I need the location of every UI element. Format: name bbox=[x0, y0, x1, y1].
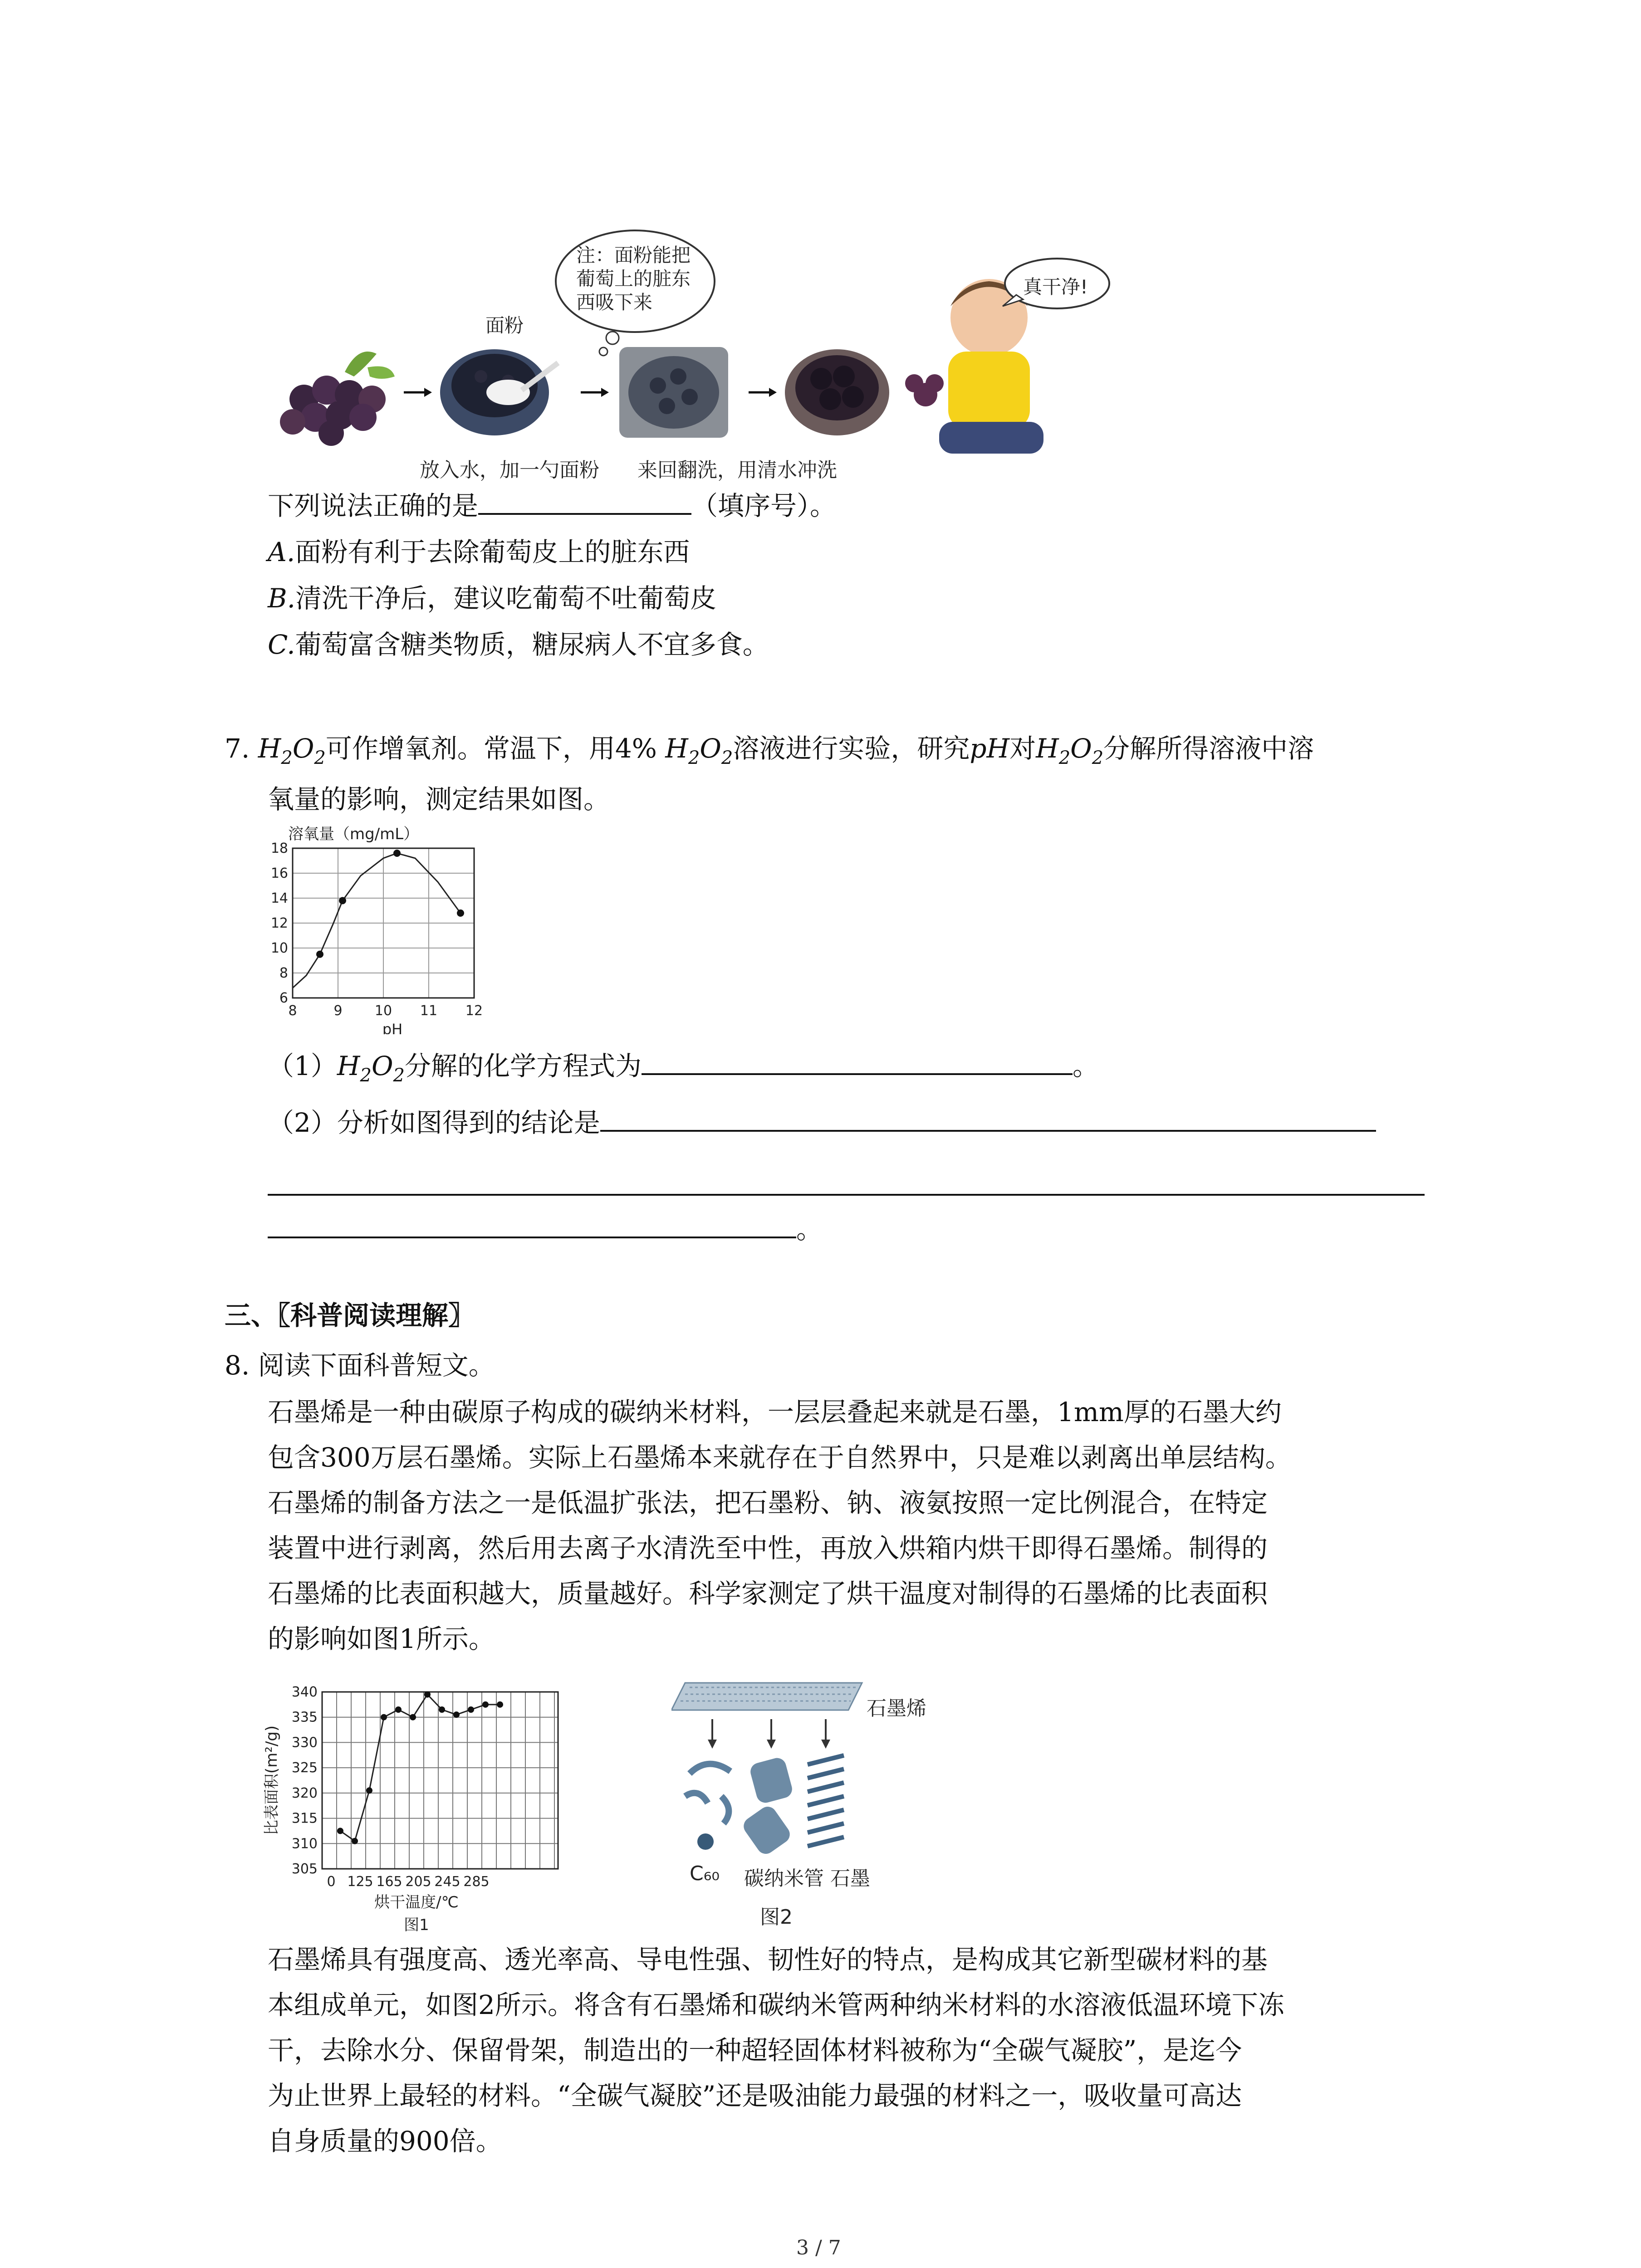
q8-intro-text: 阅读下面科普短文。 bbox=[258, 1350, 495, 1381]
x-tick-label: 125 bbox=[347, 1874, 373, 1890]
dissolved-oxygen-chart bbox=[254, 821, 508, 1034]
x-tick-label: 10 bbox=[374, 1003, 392, 1019]
data-point bbox=[366, 1787, 372, 1794]
section-3-heading: 三、〖科普阅读理解〗 bbox=[225, 1300, 475, 1331]
surface-area-chart bbox=[254, 1678, 608, 1932]
graphene-structures-figure bbox=[671, 1674, 998, 1928]
bubble-note-line-2: 葡萄上的脏东 bbox=[576, 268, 691, 290]
x-tick-label: 12 bbox=[465, 1003, 483, 1019]
option-letter: A. bbox=[268, 537, 295, 567]
graphene-sheet-icon bbox=[671, 1683, 862, 1710]
data-point bbox=[457, 909, 464, 917]
sub1-text: 分解的化学方程式为 bbox=[404, 1051, 642, 1081]
ph-symbol: pH bbox=[970, 733, 1010, 764]
question-number: 7. bbox=[225, 733, 250, 764]
q6-option-a bbox=[268, 529, 690, 575]
data-point bbox=[316, 951, 323, 958]
x-tick-label: 165 bbox=[376, 1874, 402, 1890]
y-tick-label: 6 bbox=[279, 990, 288, 1006]
y-tick-label: 305 bbox=[291, 1861, 318, 1877]
data-point bbox=[395, 1706, 402, 1713]
option-letter: C. bbox=[268, 629, 295, 660]
paragraph-line: 本组成单元，如图2所示。将含有石墨烯和碳纳米管两种纳米材料的水溶液低温环境下冻 bbox=[268, 1989, 1284, 2020]
q7-text-1: 可作增氧剂。常温下，用4% bbox=[325, 733, 657, 764]
formula-h2o2: $H_2O_2$ bbox=[337, 1051, 405, 1086]
q6-prompt-suffix: （填序号）。 bbox=[691, 490, 837, 521]
dissolved-oxygen-chart-svg bbox=[254, 821, 508, 1034]
y-axis-label: 比表面积(m²/g) bbox=[263, 1725, 281, 1836]
caption-step-2: 来回翻洗，用清水冲洗 bbox=[637, 459, 837, 482]
sub-number: （1） bbox=[268, 1051, 337, 1081]
data-point bbox=[337, 1828, 343, 1834]
flour-label: 面粉 bbox=[485, 314, 524, 337]
y-tick-label: 16 bbox=[270, 865, 288, 881]
y-tick-label: 320 bbox=[291, 1785, 318, 1801]
data-point bbox=[468, 1706, 474, 1713]
q7-text-4: 分解所得溶液中溶 bbox=[1103, 733, 1314, 764]
figure-1-caption: 图1 bbox=[404, 1916, 429, 1932]
sub-number: （2） bbox=[268, 1107, 337, 1138]
surface-area-chart-svg bbox=[254, 1678, 608, 1932]
paragraph-line: 自身质量的900倍。 bbox=[268, 2126, 502, 2156]
conclusion-answer-blank-3[interactable] bbox=[268, 1209, 796, 1238]
y-tick-label: 10 bbox=[270, 940, 288, 956]
clean-grapes-bowl-icon bbox=[785, 349, 889, 435]
y-tick-label: 340 bbox=[291, 1684, 318, 1700]
q7-sub2 bbox=[268, 1100, 1376, 1145]
graphene-label: 石墨烯 bbox=[867, 1697, 926, 1720]
y-tick-label: 8 bbox=[279, 965, 288, 981]
data-point bbox=[393, 850, 401, 857]
paragraph-line: 石墨烯的制备方法之一是低温扩张法，把石墨粉、钠、液氨按照一定比例混合，在特定 bbox=[268, 1487, 1268, 1518]
sub1-end: 。 bbox=[1072, 1051, 1099, 1081]
x-axis-label: pH bbox=[382, 1021, 403, 1034]
formula-h2o2: $H_2O_2$ bbox=[665, 733, 733, 768]
child-bubble-text: 真干净! bbox=[1023, 276, 1088, 298]
data-point bbox=[339, 897, 346, 904]
y-tick-label: 18 bbox=[270, 841, 288, 856]
formula-h2o2: $H_2O_2$ bbox=[1036, 733, 1104, 768]
paragraph-line: 装置中进行剥离，然后用去离子水清洗至中性，再放入烘箱内烘干即得石墨烯。制得的 bbox=[268, 1533, 1268, 1564]
option-text: 面粉有利于去除葡萄皮上的脏东西 bbox=[295, 537, 690, 567]
page-number: 3 / 7 bbox=[796, 2236, 841, 2259]
child-eating-grapes-icon bbox=[905, 279, 1043, 454]
arrow-down-icon bbox=[708, 1719, 830, 1749]
y-tick-label: 325 bbox=[291, 1760, 318, 1776]
data-point bbox=[497, 1701, 503, 1708]
option-text: 葡萄富含糖类物质，糖尿病人不宜多食。 bbox=[295, 629, 769, 660]
paragraph-1 bbox=[268, 1389, 1292, 1662]
bubble-note-line-1: 注：面粉能把 bbox=[576, 244, 691, 266]
q7-stem-line-1 bbox=[225, 726, 1314, 781]
c60-label: C₆₀ bbox=[690, 1862, 720, 1885]
paragraph-line: 石墨烯是一种由碳原子构成的碳纳米材料，一层层叠起来就是石墨，1mm厚的石墨大约 bbox=[268, 1397, 1282, 1427]
paragraph-line: 石墨烯具有强度高、透光率高、导电性强、韧性好的特点，是构成其它新型碳材料的基 bbox=[268, 1944, 1268, 1975]
formula-h2o2: $H_2O_2$ bbox=[258, 733, 326, 768]
figure-2-caption: 图2 bbox=[760, 1906, 793, 1929]
x-tick-label: 0 bbox=[327, 1874, 336, 1890]
q6-prompt-text: 下列说法正确的是 bbox=[268, 490, 479, 521]
equation-answer-blank[interactable] bbox=[642, 1046, 1073, 1075]
x-tick-label: 285 bbox=[463, 1874, 490, 1890]
q6-prompt bbox=[268, 483, 836, 528]
x-tick-label: 8 bbox=[288, 1003, 297, 1019]
conclusion-answer-blank-2[interactable] bbox=[268, 1194, 1425, 1196]
y-tick-label: 14 bbox=[270, 890, 288, 906]
x-tick-label: 205 bbox=[405, 1874, 431, 1890]
pot-with-flour-icon bbox=[440, 349, 558, 435]
data-point bbox=[410, 1714, 416, 1721]
q6-option-c bbox=[268, 622, 769, 667]
y-tick-label: 310 bbox=[291, 1836, 318, 1852]
carbon-nanotube-icon bbox=[740, 1756, 794, 1857]
q7-text-2: 溶液进行实验，研究 bbox=[733, 733, 970, 764]
data-point bbox=[439, 1706, 445, 1713]
q6-answer-blank[interactable] bbox=[478, 486, 691, 515]
graphite-stack-icon bbox=[808, 1755, 844, 1846]
x-tick-label: 9 bbox=[333, 1003, 343, 1019]
x-axis-label: 烘干温度/℃ bbox=[374, 1893, 459, 1911]
y-axis-label: 溶氧量（mg/mL） bbox=[288, 825, 419, 843]
x-tick-label: 11 bbox=[420, 1003, 438, 1019]
q7-stem-line-2: 氧量的影响，测定结果如图。 bbox=[268, 784, 610, 815]
q8-intro bbox=[225, 1343, 495, 1388]
x-tick-label: 245 bbox=[434, 1874, 460, 1890]
q7-sub2-last-line bbox=[268, 1207, 823, 1252]
y-tick-label: 315 bbox=[291, 1810, 318, 1827]
data-point bbox=[381, 1714, 387, 1721]
data-point bbox=[424, 1691, 431, 1698]
paragraph-line: 包含300万层石墨烯。实际上石墨烯本来就存在于自然界中，只是难以剥离出单层结构。 bbox=[268, 1442, 1292, 1473]
nanotube-label: 碳纳米管 bbox=[744, 1867, 824, 1890]
paragraph-line: 为止世界上最轻的材料。“全碳气凝胶”还是吸油能力最强的材料之一，吸收量可高达 bbox=[268, 2080, 1242, 2111]
paragraph-line: 干，去除水分、保留骨架，制造出的一种超轻固体材料被称为“全碳气凝胶”，是迄今 bbox=[268, 2035, 1242, 2066]
sub2-text: 分析如图得到的结论是 bbox=[337, 1107, 600, 1138]
data-point bbox=[482, 1701, 489, 1708]
paragraph-line: 石墨烯的比表面积越大，质量越好。科学家测定了烘干温度对制得的石墨烯的比表面积 bbox=[268, 1578, 1268, 1609]
data-point bbox=[453, 1711, 460, 1718]
q7-text-3: 对 bbox=[1009, 733, 1036, 764]
conclusion-answer-blank-1[interactable] bbox=[600, 1103, 1376, 1132]
bubble-note-line-3: 西吸下来 bbox=[576, 291, 653, 313]
option-text: 清洗干净后，建议吃葡萄不吐葡萄皮 bbox=[295, 583, 717, 614]
pot-washing-icon bbox=[619, 347, 728, 438]
option-letter: B. bbox=[268, 583, 296, 614]
y-tick-label: 12 bbox=[270, 915, 288, 931]
paragraph-2 bbox=[268, 1937, 1284, 2164]
c60-icon bbox=[685, 1764, 730, 1850]
q7-sub1 bbox=[268, 1043, 1099, 1098]
graphite-label: 石墨 bbox=[830, 1867, 870, 1890]
caption-step-1: 放入水，加一勺面粉 bbox=[420, 459, 599, 482]
paragraph-line: 的影响如图1所示。 bbox=[268, 1623, 495, 1654]
y-tick-label: 335 bbox=[291, 1709, 318, 1725]
data-point bbox=[352, 1838, 358, 1844]
y-tick-label: 330 bbox=[291, 1735, 318, 1751]
sub2-end: 。 bbox=[796, 1214, 823, 1245]
q6-option-b bbox=[268, 576, 716, 621]
grape-bunch-icon bbox=[280, 352, 395, 446]
question-number: 8. bbox=[225, 1350, 250, 1381]
